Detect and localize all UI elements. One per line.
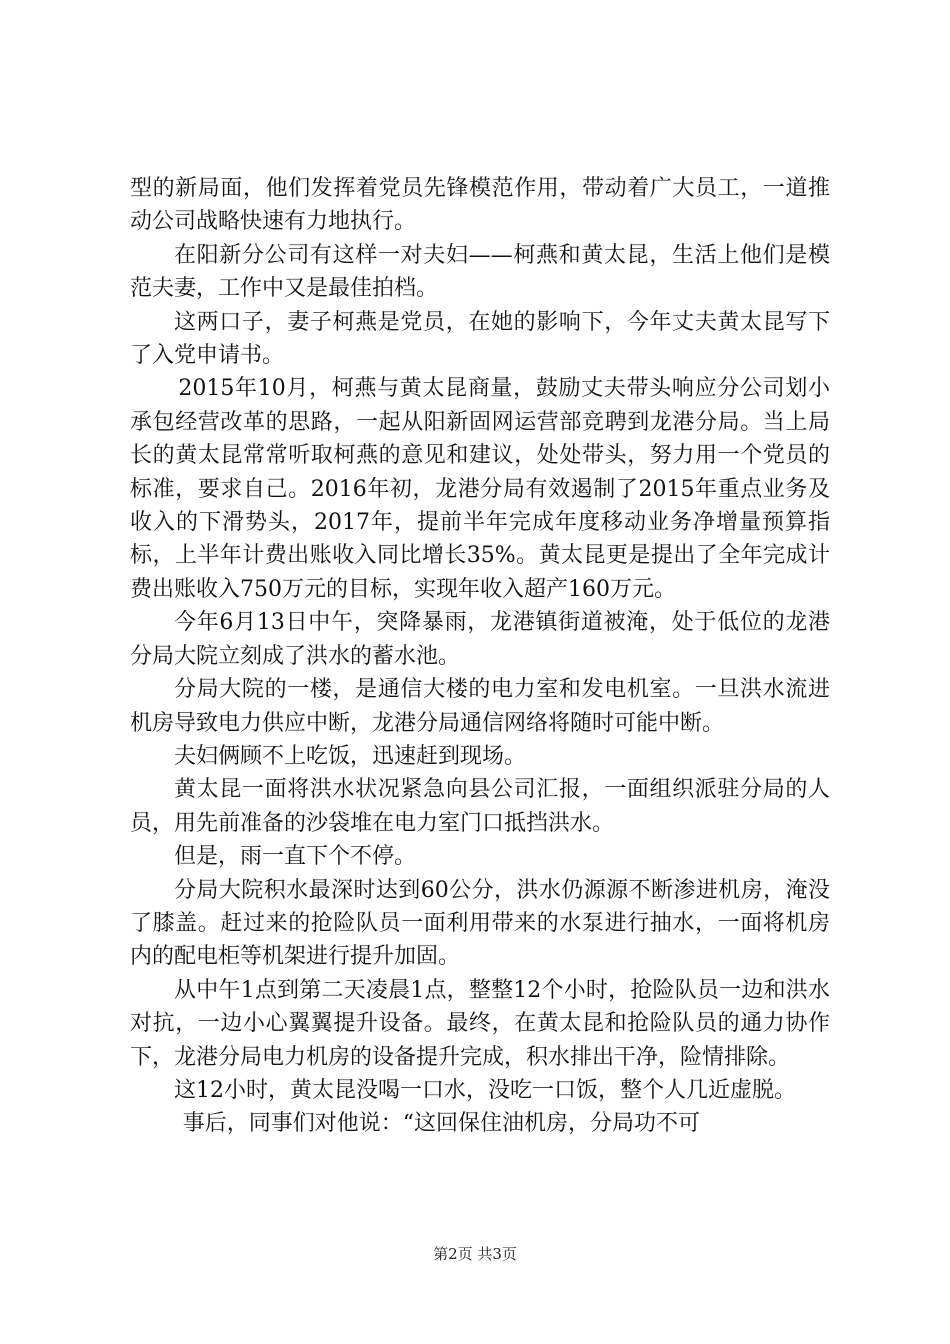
paragraph: 但是，雨一直下个不停。 [174, 844, 417, 870]
paragraph: 夫妇俩顾不上吃饭，迅速赶到现场。 [174, 743, 527, 769]
paragraph: 型的新局面，他们发挥着党员先锋模范作用，带动着广大员工，一道推动公司战略快速有力地执行。 [130, 176, 830, 235]
body-text [130, 172, 830, 1141]
paragraph: 从中午1点到第二天凌晨1点，整整12个小时，抢险队员一边和洪水对抗，一边小心翼翼提升设备。最终，在黄太昆和抢险队员的通力协作下，龙港分局电力机房的设备提升完成，积水排出干净，险情排除。 [130, 977, 830, 1070]
paragraph: 黄太昆一面将洪水状况紧急向县公司汇报，一面组织派驻分局的人员，用先前准备的沙袋堆在电力室门口抵挡洪水。 [130, 777, 830, 836]
paragraph: 这12小时，黄太昆没喝一口水，没吃一口饭，整个人几近虚脱。 [174, 1077, 796, 1103]
paragraph: 在阳新分公司有这样一对夫妇——柯燕和黄太昆，生活上他们是模范夫妻，工作中又是最佳拍档。 [130, 242, 830, 302]
paragraph: 2015年10月，柯燕与黄太昆商量，鼓励丈夫带头响应分公司划小承包经营改革的思路，一起从阳新固网运营部竞聘到龙港分局。当上局长的黄太昆常常听取柯燕的意见和建议，处处带头，努力用一个党员的标准，要求自己。2016年初，龙港分局有效遏制了2015年重点业务及收入的下滑势头，2017年，提前半年完成年度移动业务净增量预算指标，上半年计费出账收入同比增长35%。黄太昆更是提出了全年完成计费出账收入750万元的目标，实现年收入超产160万元。 [130, 376, 830, 602]
paragraph: 分局大院的一楼，是通信大楼的电力室和发电机室。一旦洪水流进机房导致电力供应中断，龙港分局通信网络将随时可能中断。 [130, 677, 830, 736]
page-number-label: 第2页 共3页 [433, 1245, 517, 1263]
page-footer [0, 1244, 950, 1264]
paragraph: 今年6月13日中午，突降暴雨，龙港镇街道被淹，处于低位的龙港分局大院立刻成了洪水的蓄水池。 [130, 610, 830, 669]
paragraph: 这两口子，妻子柯燕是党员，在她的影响下，今年丈夫黄太昆写下了入党申请书。 [130, 309, 830, 369]
paragraph: 分局大院积水最深时达到60公分，洪水仍源源不断渗进机房，淹没了膝盖。赶过来的抢险队员一面利用带来的水泵进行抽水，一面将机房内的配电柜等机架进行提升加固。 [130, 877, 830, 970]
paragraph: 事后，同事们对他说：“这回保住油机房，分局功不可 [182, 1111, 701, 1137]
